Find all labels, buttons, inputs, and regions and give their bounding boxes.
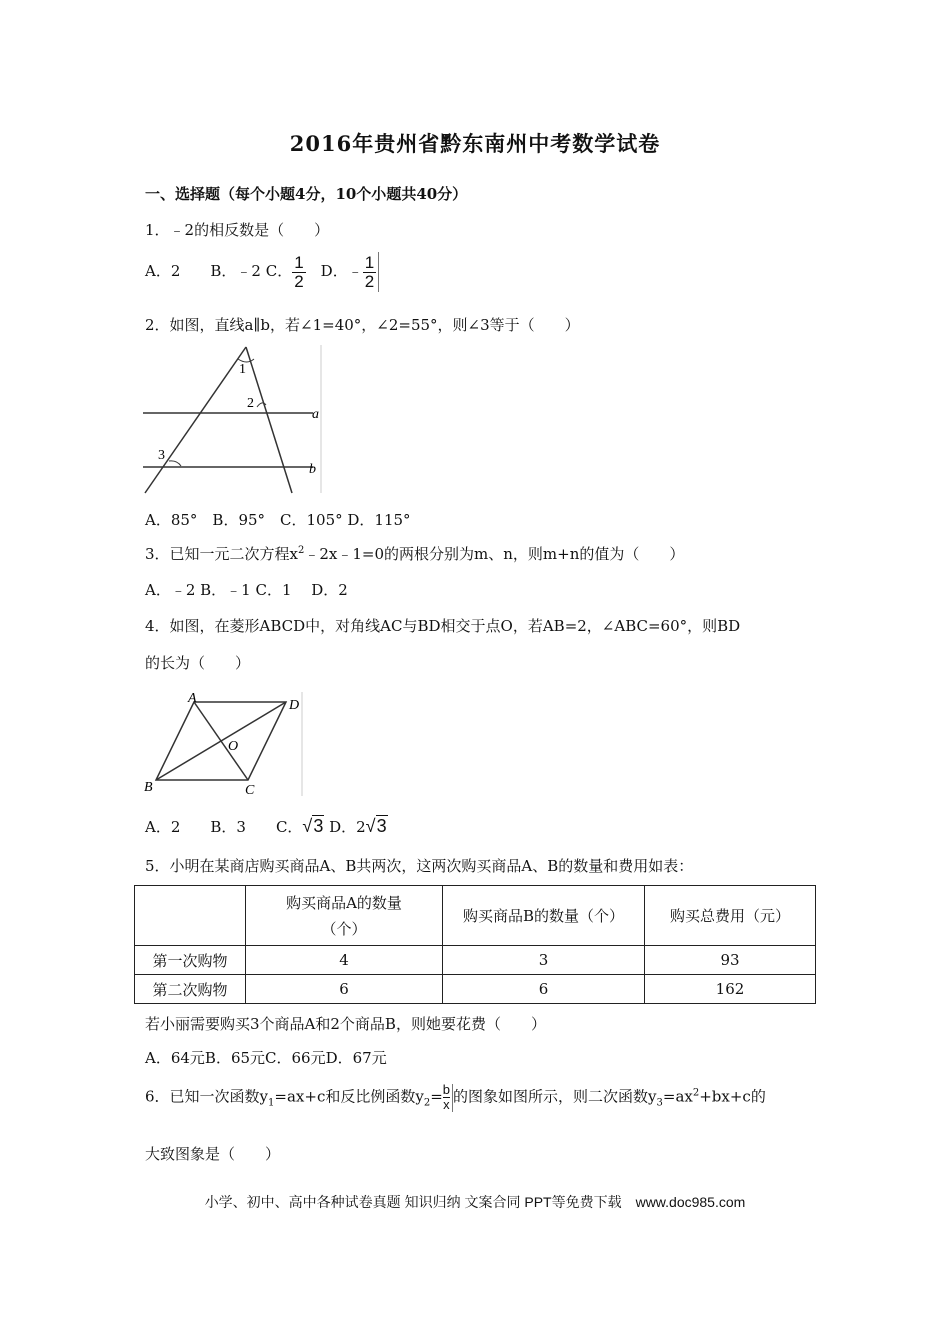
question-5-options: A．64元B．65元C．66元D．67元 (145, 1049, 387, 1067)
label-angle-1: 1 (239, 362, 246, 377)
transversal-right (246, 347, 292, 493)
section-heading: 一、选择题（每个小题4分，10个小题共40分） (145, 185, 468, 203)
question-5-stem: 5．小明在某商店购买商品A、B共两次，这两次购买商品A、B的数量和费用如表： (145, 857, 694, 875)
frac-den: 2 (294, 271, 304, 291)
question-5-followup: 若小丽需要购买3个商品A和2个商品B，则她要花费（ ） (145, 1015, 546, 1033)
q3-text-post: ﹣2x﹣1=0的两根分别为m、n，则m+n的值为（ ） (304, 545, 685, 563)
q1-option-d: D．﹣ (305, 262, 363, 280)
frac-den: 2 (364, 271, 375, 291)
table-row (135, 975, 816, 1004)
q6-text: =ax (662, 1087, 693, 1106)
table-cell: 3 (443, 946, 645, 975)
q6-text: =ax+c和反比例函数y (274, 1087, 424, 1106)
table-header-row (135, 886, 816, 946)
q3-exponent: 2 (298, 545, 305, 556)
q6-sub: 3 (656, 1097, 663, 1109)
q3-text-pre: 3．已知一元二次方程x (145, 545, 299, 563)
frac-num: b (442, 1082, 451, 1097)
rhombus-figure (142, 690, 312, 798)
radicand: 3 (313, 816, 324, 836)
question-3-options: A．﹣2 B．﹣1 C．1 D．2 (145, 581, 348, 599)
angle-3-arc (169, 461, 181, 466)
label-b: B (144, 780, 153, 795)
table-row (135, 946, 816, 975)
table-cell: 6 (246, 975, 443, 1004)
table-header-b: 购买商品B的数量（个） (443, 886, 645, 946)
label-angle-3: 3 (158, 448, 165, 463)
q4-option-d: D．2 (324, 818, 366, 836)
table-cell: 4 (246, 946, 443, 975)
label-a: A (188, 691, 197, 706)
q6-sup: 2 (692, 1087, 700, 1099)
q4-options-text: A．2 B．3 C． (145, 818, 303, 836)
radicand: 3 (376, 816, 387, 836)
question-2-stem: 2．如图，直线a∥b，若∠1=40°，∠2=55°，则∠3等于（ ） (145, 316, 580, 334)
table-header-empty (135, 886, 246, 946)
header-a-line1: 购买商品A的数量 (286, 893, 402, 912)
table-header-total: 购买总费用（元） (645, 886, 816, 946)
table-header-a (246, 886, 443, 946)
q1-options-text: A．2 B．﹣2 C． (145, 262, 293, 280)
sqrt-3-d: √3 (365, 816, 387, 836)
label-line-a: a (312, 407, 319, 422)
table-cell: 93 (645, 946, 816, 975)
fraction-half (292, 254, 305, 291)
page-title: 2016年贵州省黔东南州中考数学试卷 (289, 131, 661, 156)
q6-sub: 1 (268, 1097, 275, 1109)
footer-text: 小学、初中、高中各种试卷真题 知识归纳 文案合同 PPT等免费下载 www.doc985.com (204, 1194, 746, 1210)
table-cell: 6 (443, 975, 645, 1004)
question-4-line2: 的长为（ ） (145, 654, 251, 672)
table-cell: 162 (645, 975, 816, 1004)
table-cell: 第一次购物 (135, 946, 246, 975)
sqrt-3: √3 (302, 816, 324, 836)
label-o: O (228, 739, 239, 754)
frac-num: 1 (294, 252, 304, 272)
q6-text: = (430, 1087, 443, 1106)
question-4-line1: 4．如图，在菱形ABCD中，对角线AC与BD相交于点O，若AB=2，∠ABC=60°，则BD (145, 617, 741, 635)
question-6-line1 (145, 1083, 766, 1112)
purchase-table (134, 885, 816, 1004)
q6-text: +bx+c的 (699, 1087, 766, 1106)
q6-sub: 2 (423, 1097, 431, 1109)
question-6-line2: 大致图象是（ ） (145, 1145, 281, 1163)
fraction-half-neg (363, 254, 376, 291)
divider (378, 252, 379, 292)
label-line-b: b (309, 462, 316, 477)
question-4-options (145, 816, 388, 837)
question-1-stem: 1．﹣2的相反数是（ ） (145, 221, 330, 239)
frac-num: 1 (364, 252, 375, 272)
table-cell: 第二次购物 (135, 975, 246, 1004)
question-2-options: A．85° B．95° C．105° D．115° (145, 511, 411, 529)
q6-text: 6．已知一次函数y (145, 1087, 269, 1106)
parallel-lines-figure (143, 345, 328, 495)
question-1-options (145, 252, 379, 292)
fraction-b-over-x (443, 1083, 450, 1112)
question-3-stem (145, 543, 684, 564)
transversal-left (145, 347, 246, 493)
q6-text: 的图象如图所示，则二次函数y (453, 1087, 657, 1106)
label-angle-2: 2 (247, 396, 254, 411)
header-a-line2: （个） (321, 919, 367, 938)
label-c: C (245, 783, 255, 798)
frac-den: x (443, 1097, 450, 1112)
label-d: D (289, 698, 300, 713)
